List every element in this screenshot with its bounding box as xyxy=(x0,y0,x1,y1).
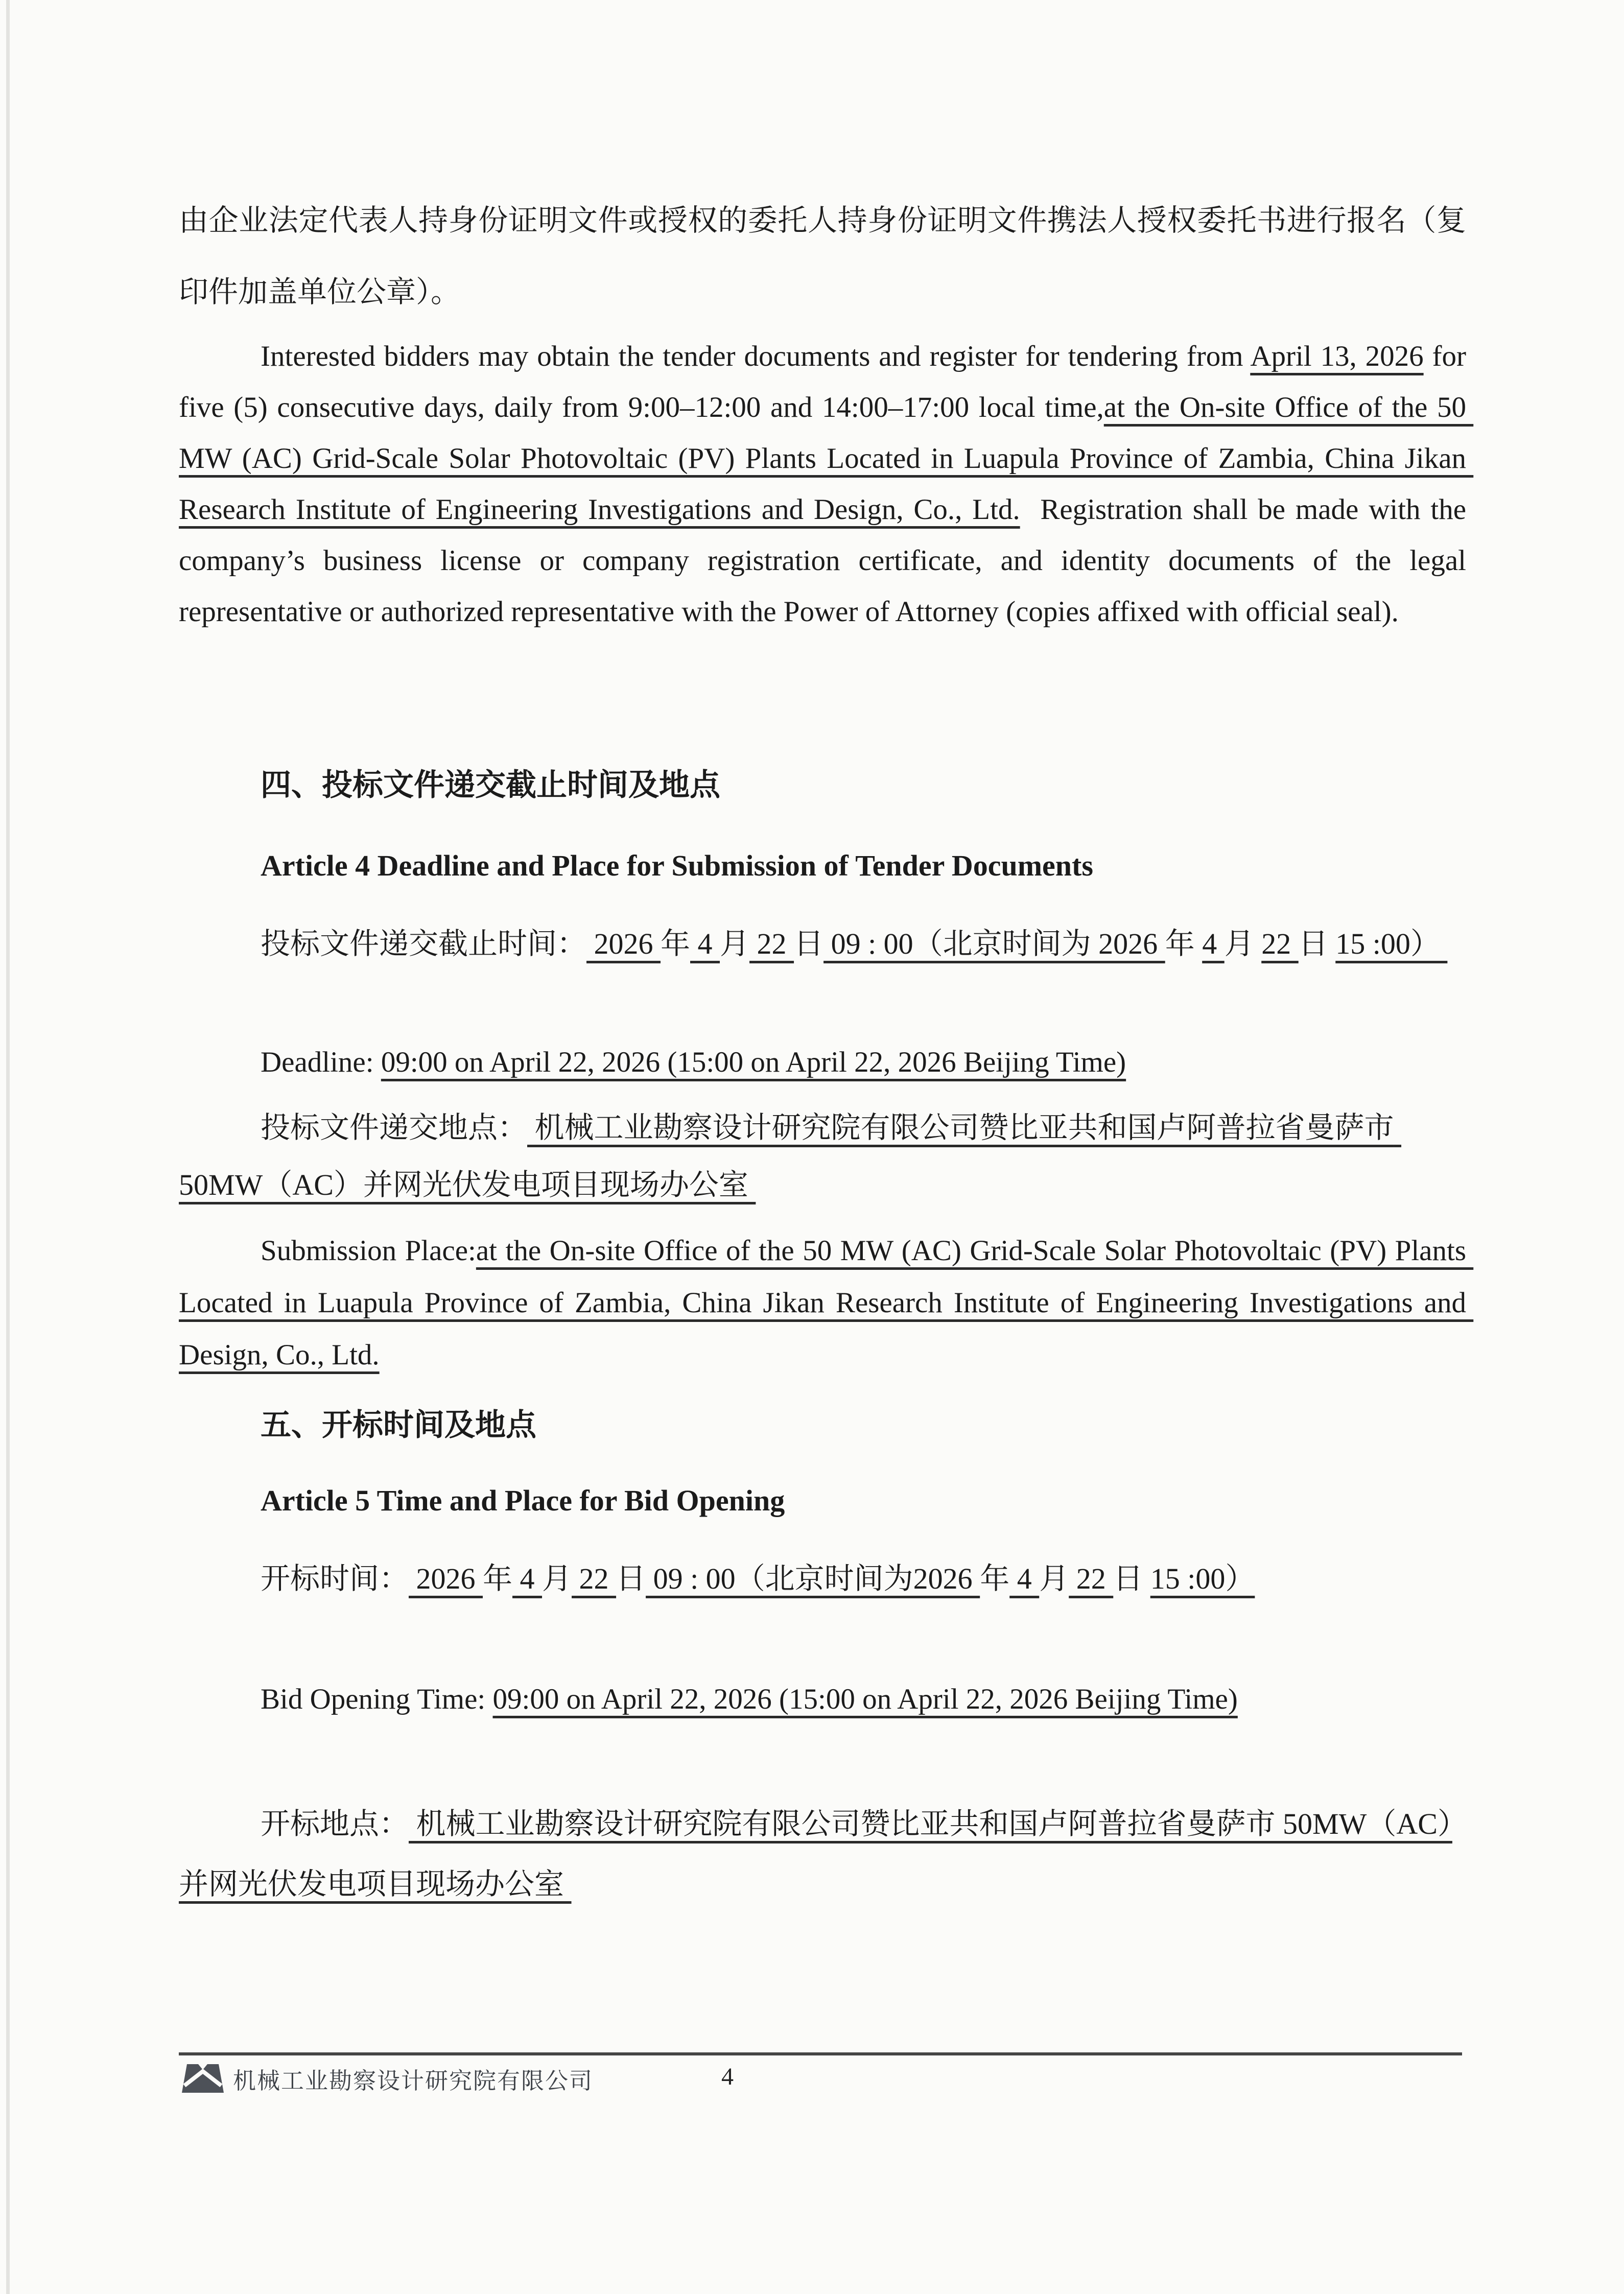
scan-edge-artifact xyxy=(6,0,10,2294)
paragraph-cn-continuation: 由企业法定代表人持身份证明文件或授权的委托人持身份证明文件携法人授权委托书进行报名（复印件加盖单位公章）。 xyxy=(179,204,1466,309)
bid-opening-place-cn: 开标地点： 机械工业勘察设计研究院有限公司赞比亚共和国卢阿普拉省曼萨市 50MW（AC）并网光伏发电项目现场办公室 xyxy=(179,1807,1452,1901)
heading-article4-cn: 四、投标文件递交截止时间及地点 xyxy=(261,768,720,802)
page-number: 4 xyxy=(721,2063,734,2090)
footer-company-name: 机械工业勘察设计研究院有限公司 xyxy=(233,2068,594,2094)
heading-article4-en: Article 4 Deadline and Place for Submission of Tender Documents xyxy=(261,849,1093,882)
footer-divider xyxy=(179,2052,1462,2055)
bid-opening-time-en: Bid Opening Time: 09:00 on April 22, 2026 (15:00 on April 22, 2026 Beijing Time) xyxy=(261,1683,1238,1715)
submission-deadline-cn: 投标文件递交截止时间： 2026 年 4 月 22 日 09 : 00（北京时间为 2026 年 4 月 22 日 15 :00） xyxy=(261,927,1448,960)
bid-opening-time-cn: 开标时间： 2026 年 4 月 22 日 09 : 00（北京时间为2026 年 4 月 22 日 15 :00） xyxy=(261,1562,1255,1595)
submission-place-en: Submission Place:at the On-site Office of the 50 MW (AC) Grid-Scale Solar Photovoltaic (PV) Plants Located in Luapula Province of Zambia, China Jikan Research Institute of Engineering Investigations and Design, Co., Ltd. xyxy=(179,1235,1474,1371)
footer xyxy=(182,2061,593,2096)
company-logo-icon xyxy=(182,2064,224,2093)
paragraph-en-registration: Interested bidders may obtain the tender documents and register for tendering from April 13, 2026 for five (5) consecutive days, daily from 9:00–12:00 and 14:00–17:00 local time,at the On-site Office of the 50 MW (AC) Grid-Scale Solar Photovoltaic (PV) Plants Located in Luapula Province of Zambia, China Jikan Research Institute of Engineering Investigations and Design, Co., Ltd. Registration shall be made with the company’s business license or company registration certificate, and identity documents of the legal representative or authorized representative with the Power of Attorney (copies affixed with official seal). xyxy=(179,340,1474,628)
submission-place-cn: 投标文件递交地点： 机械工业勘察设计研究院有限公司赞比亚共和国卢阿普拉省曼萨市 50MW（AC）并网光伏发电项目现场办公室 xyxy=(179,1111,1402,1201)
heading-article5-cn: 五、开标时间及地点 xyxy=(261,1408,536,1442)
submission-deadline-en: Deadline: 09:00 on April 22, 2026 (15:00 on April 22, 2026 Beijing Time) xyxy=(261,1046,1126,1078)
heading-article5-en: Article 5 Time and Place for Bid Opening xyxy=(261,1484,785,1517)
